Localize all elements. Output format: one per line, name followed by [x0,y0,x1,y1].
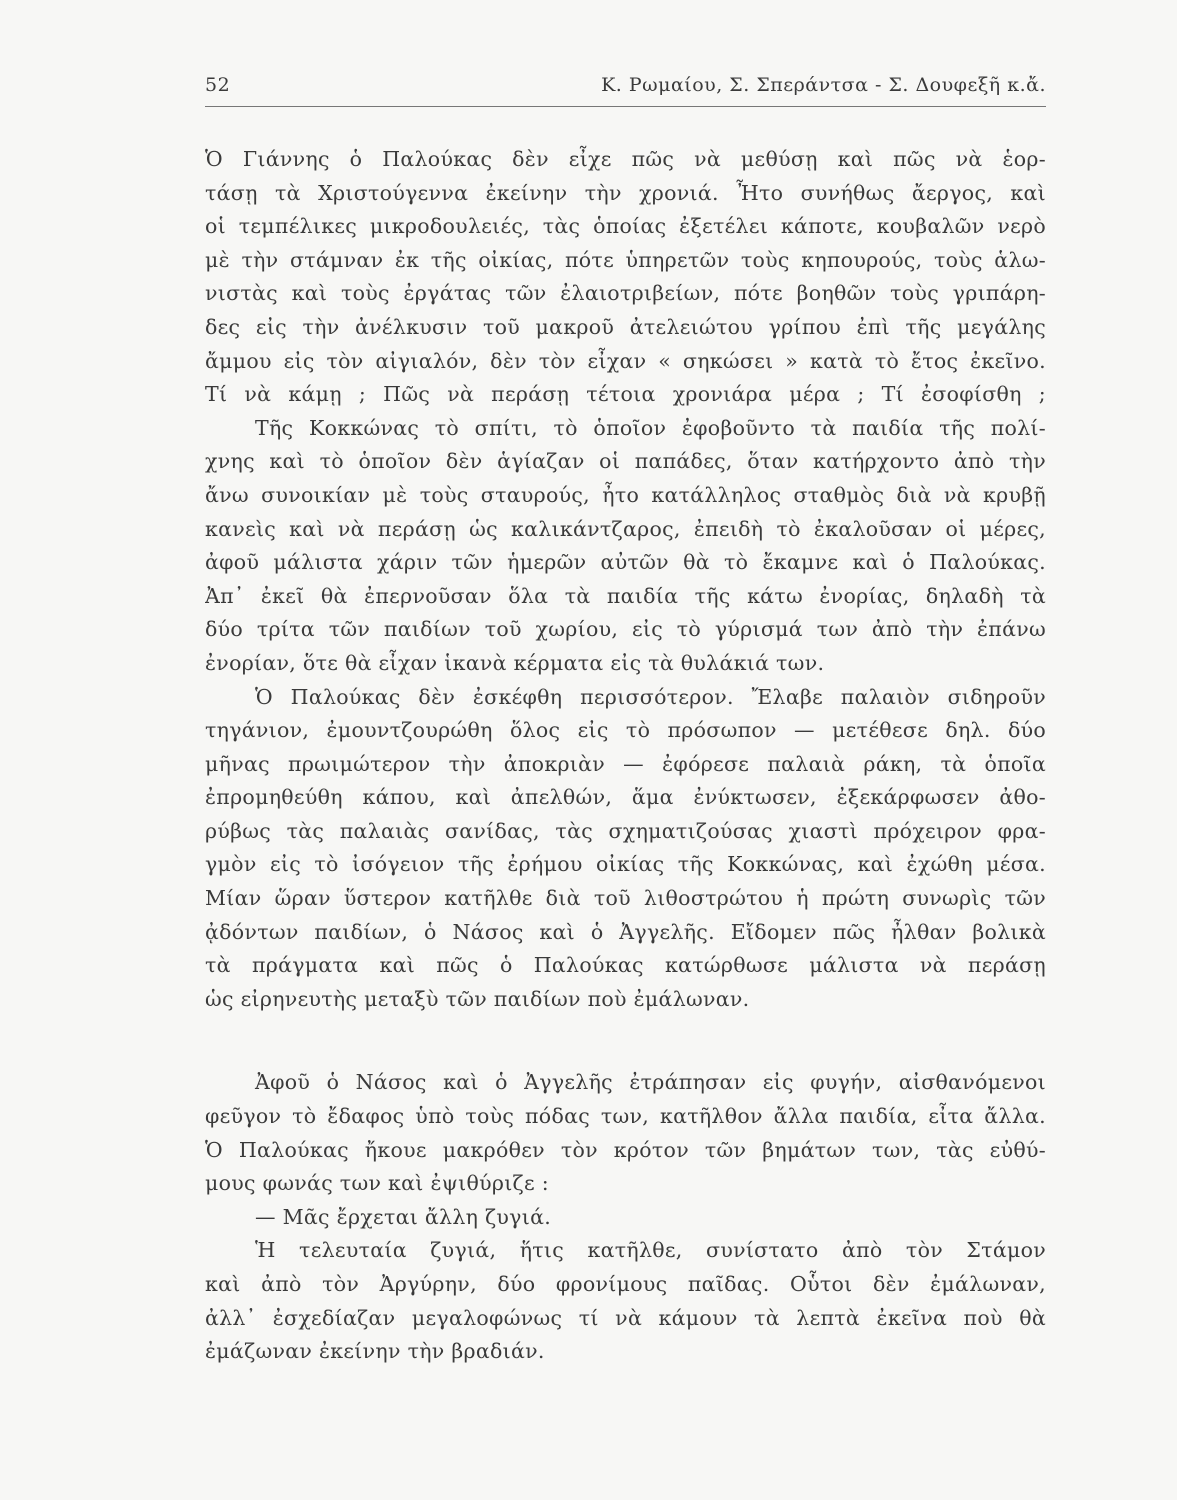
text-line: καὶ ἀπὸ τὸν Ἀργύρην, δύο φρονίμους παῖδας. Οὗτοι δὲν ἐμάλωναν, [205,1272,1046,1296]
text-line: μὲ τὴν στάμναν ἐκ τῆς οἰκίας, πότε ὑπηρετῶν τοὺς κηπουρούς, τοὺς ἁλω- [205,247,1046,272]
text-line: ᾀδόντων παιδίων, ὁ Νάσος καὶ ὁ Ἀγγελῆς. Εἴδομεν πῶς ἦλθαν βολικὰ [205,919,1046,944]
running-header [205,72,1046,107]
text-line: χνης καὶ τὸ ὁποῖον δὲν ἁγίαζαν οἱ παπάδες, ὅταν κατήρχοντο ἀπὸ τὴν [205,449,1046,474]
text-line: ρύβως τὰς παλαιὰς σανίδας, τὰς σχηματιζούσας χιαστὶ πρόχειρον φρα- [205,818,1046,843]
text-line: τάσῃ τὰ Χριστούγεννα ἐκείνην τὴν χρονιά. Ἦτο συνήθως ἄεργος, καὶ [205,180,1046,205]
text-line: Ἀφοῦ ὁ Νάσος καὶ ὁ Ἀγγελῆς ἐτράπησαν εἰς φυγήν, αἰσθανόμενοι [255,1070,1046,1095]
text-line: ἐνορίαν, ὅτε θὰ εἶχαν ἱκανὰ κέρματα εἰς τὰ θυλάκιά των. [205,650,825,675]
text-line: τὰ πράγματα καὶ πῶς ὁ Παλούκας κατώρθωσε μάλιστα νὰ περάσῃ [205,953,1046,978]
text-line: ἐπρομηθεύθη κάπου, καὶ ἀπελθών, ἅμα ἐνύκτωσεν, ἐξεκάρφωσεν ἀθο- [205,785,1046,810]
section-break [205,1016,1046,1066]
text-line: γμὸν εἰς τὸ ἰσόγειον τῆς ἐρήμου οἰκίας τῆς Κοκκώνας, καὶ ἐχώθη μέσα. [205,852,1046,877]
text-line: μῆνας πρωιμώτερον τὴν ἀποκριὰν — ἐφόρεσε παλαιὰ ράκη, τὰ ὁποῖα [205,751,1046,776]
text-line: ἀλλ᾽ ἐσχεδίαζαν μεγαλοφώνως τί νὰ κάμουν τὰ λεπτὰ ἐκεῖνα ποὺ θὰ [205,1305,1046,1330]
text-line: ἐμάζωναν ἐκείνην τὴν βραδιάν. [205,1339,545,1364]
text-line: δες εἰς τὴν ἀνέλκυσιν τοῦ μακροῦ ἀτελειώτου γρίπου ἐπὶ τῆς μεγάλης [205,314,1046,339]
text-line: Ἡ τελευταία ζυγιά, ἥτις κατῆλθε, συνίστατο ἀπὸ τὸν Στάμον [255,1238,1046,1263]
page-body [205,143,1046,1369]
text-line: Ὁ Παλούκας δὲν ἐσκέφθη περισσότερον. Ἔλαβε παλαιὸν σιδηροῦν [255,684,1046,709]
text-line: δύο τρίτα τῶν παιδίων τοῦ χωρίου, εἰς τὸ γύρισμά των ἀπὸ τὴν ἐπάνω [205,617,1046,642]
text-line: ἄμμου εἰς τὸν αἰγιαλόν, δὲν τὸν εἶχαν « σηκώσει » κατὰ τὸ ἔτος ἐκεῖνο. [205,348,1046,373]
text-line: Τί νὰ κάμῃ ; Πῶς νὰ περάσῃ τέτοια χρονιάρα μέρα ; Τί ἐσοφίσθη ; [205,382,1046,407]
text-line: ὡς εἰρηνευτὴς μεταξὺ τῶν παιδίων ποὺ ἐμάλωναν. [205,986,750,1011]
text-line: Ἀπ᾽ ἐκεῖ θὰ ἐπερνοῦσαν ὅλα τὰ παιδία τῆς κάτω ἐνορίας, δηλαδὴ τὰ [205,583,1046,608]
text-line: ἄνω συνοικίαν μὲ τοὺς σταυρούς, ἦτο κατάλληλος σταθμὸς διὰ νὰ κρυβῇ [205,482,1046,507]
text-line: κανεὶς καὶ νὰ περάσῃ ὡς καλικάντζαρος, ἐπειδὴ τὸ ἐκαλοῦσαν οἱ μέρες, [205,516,1046,541]
text-line: φεῦγον τὸ ἔδαφος ὑπὸ τοὺς πόδας των, κατῆλθον ἄλλα παιδία, εἶτα ἄλλα. [205,1104,1046,1129]
text-line: Μίαν ὥραν ὕστερον κατῆλθε διὰ τοῦ λιθοστρώτου ἡ πρώτη συνωρὶς τῶν [205,886,1046,911]
text-line: Τῆς Κοκκώνας τὸ σπίτι, τὸ ὁποῖον ἐφοβοῦντο τὰ παιδία τῆς πολί- [255,415,1046,440]
text-line: Ὁ Γιάννης ὁ Παλούκας δὲν εἶχε πῶς νὰ μεθύσῃ καὶ πῶς νὰ ἑορ- [205,147,1046,171]
dialogue-line: — Μᾶς ἔρχεται ἄλλη ζυγιά. [255,1204,552,1229]
text-line: νιστὰς καὶ τοὺς ἐργάτας τῶν ἐλαιοτριβείων, πότε βοηθῶν τοὺς γριπάρη- [205,281,1046,306]
text-line: οἱ τεμπέλικες μικροδουλειές, τὰς ὁποίας ἐξετέλει κάποτε, κουβαλῶν νερὸ [205,214,1046,239]
page-number: 52 [205,74,231,96]
text-line: μους φωνάς των καὶ ἐψιθύριζε : [205,1171,549,1196]
running-title: Κ. Ρωμαίου, Σ. Σπεράντσα - Σ. Δουφεξῆ κ.ἄ. [601,74,1046,96]
text-line: ἀφοῦ μάλιστα χάριν τῶν ἡμερῶν αὐτῶν θὰ τὸ ἔκαμνε καὶ ὁ Παλούκας. [205,550,1046,575]
text-line: Ὁ Παλούκας ἤκουε μακρόθεν τὸν κρότον τῶν βημάτων των, τὰς εὐθύ- [205,1137,1046,1162]
text-line: τηγάνιον, ἐμουντζουρώθη ὅλος εἰς τὸ πρόσωπον — μετέθεσε δηλ. δύο [205,718,1046,743]
